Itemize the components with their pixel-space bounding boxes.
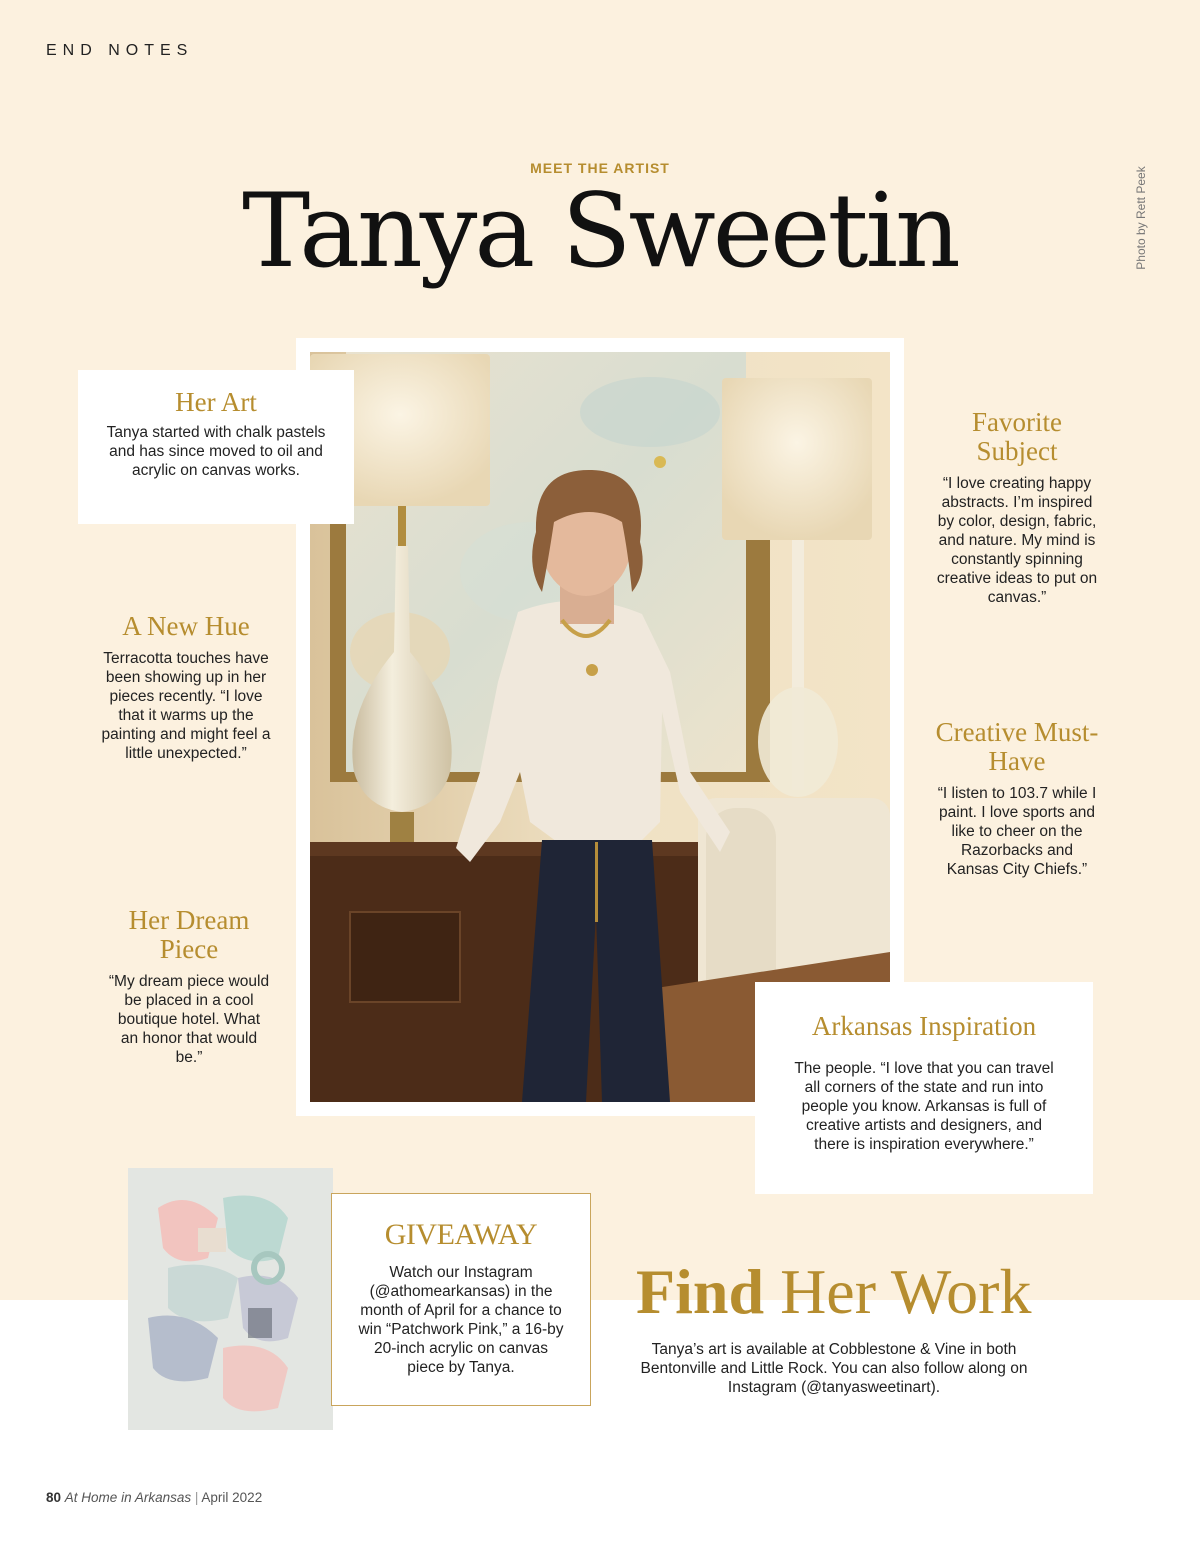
favorite-subject-heading: Favorite Subject — [972, 407, 1062, 466]
page-title: Tanya Sweetin — [242, 172, 958, 291]
her-art-block — [98, 388, 334, 480]
dream-piece-heading: Her Dream Piece — [128, 905, 250, 964]
dream-piece-body: “My dream piece would be placed in a cool boutique hotel. What an honor that would be.” — [108, 973, 270, 1066]
creative-must-have-body: “I listen to 103.7 while I paint. I love sports and like to cheer on the Razorbacks and Kansas City Chiefs.” — [937, 785, 1097, 878]
dream-piece-block — [108, 906, 270, 1067]
giveaway-body: Watch our Instagram (@athomearkansas) in the month of April for a chance to win “Patchwork Pink,” a 16-by 20-inch acrylic on canvas piece by Tanya. — [358, 1264, 564, 1376]
favorite-subject-body: “I love creating happy abstracts. I’m inspired by color, design, fabric, and nature. My mind is constantly spinning creative ideas to put on canvas.” — [936, 475, 1098, 606]
arkansas-inspiration-block — [791, 1012, 1057, 1154]
publication-name: At Home in Arkansas — [64, 1490, 192, 1505]
giveaway-heading: GIVEAWAY — [384, 1218, 538, 1251]
her-art-heading: Her Art — [175, 387, 257, 417]
folio-separator: | — [194, 1490, 199, 1505]
arkansas-inspiration-body: The people. “I love that you can travel all corners of the state and run into people you know. Arkansas is full of creative artists and designers, and there is inspiration everywhere.” — [794, 1060, 1054, 1153]
new-hue-block — [100, 612, 272, 763]
favorite-subject-block — [934, 408, 1100, 607]
giveaway-box — [331, 1193, 591, 1406]
new-hue-body: Terracotta touches have been showing up in her pieces recently. “I love that it warms up the painting and might feel a little unexpected.” — [101, 650, 271, 762]
find-title-bold: Find — [636, 1256, 765, 1327]
kicker: MEET THE ARTIST — [530, 160, 670, 176]
photo-credit-text: Photo by Rett Peek — [1134, 166, 1148, 270]
new-hue-heading: A New Hue — [122, 611, 250, 641]
find-title-rest: Her Work — [764, 1256, 1032, 1327]
painting-illustration — [128, 1168, 333, 1430]
find-her-work-body: Tanya’s art is available at Cobblestone & Vine in both Bentonville and Little Rock. You can also follow along on Instagram (@tanyasweetinart). — [640, 1341, 1028, 1396]
page-folio — [46, 1490, 262, 1505]
arkansas-inspiration-heading: Arkansas Inspiration — [811, 1011, 1037, 1041]
creative-must-have-block — [934, 718, 1100, 879]
creative-must-have-heading: Creative Must-Have — [935, 717, 1099, 776]
page-number: 80 — [46, 1490, 62, 1505]
section-tag: END NOTES — [46, 42, 194, 59]
her-art-body: Tanya started with chalk pastels and has since moved to oil and acrylic on canvas works. — [106, 424, 326, 479]
arkansas-inspiration-card — [755, 982, 1093, 1194]
her-art-card — [78, 370, 354, 524]
find-her-work-title — [636, 1255, 1031, 1329]
issue-date: April 2022 — [201, 1490, 263, 1505]
patchwork-pink-painting — [128, 1168, 333, 1430]
